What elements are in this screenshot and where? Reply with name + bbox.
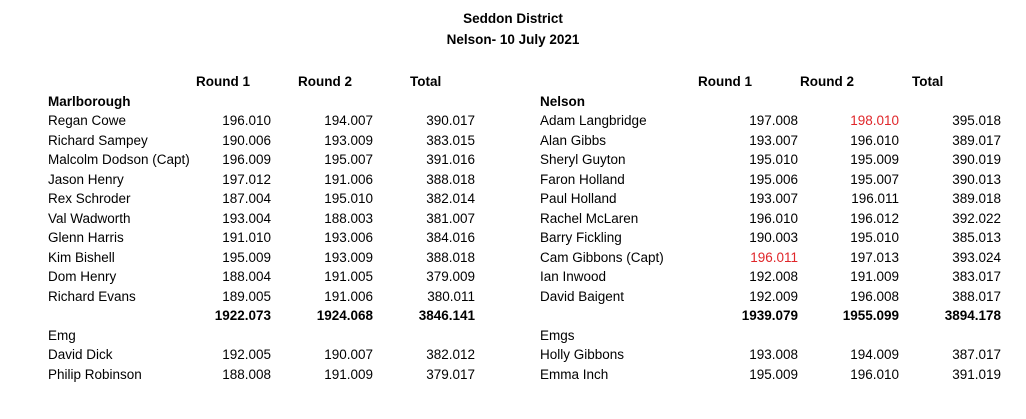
- player-name: Richard Sampey: [48, 132, 148, 148]
- round1-score: 187.004: [222, 191, 271, 206]
- player-name: Regan Cowe: [48, 113, 127, 128]
- total-score: 389.017: [952, 132, 1001, 148]
- round2-score: 196.012: [850, 210, 899, 226]
- team-name-row: [492, 92, 1026, 112]
- player-name: Jason Henry: [48, 171, 124, 187]
- total-header: Total: [912, 74, 944, 89]
- player-name: Kim Bishell: [48, 249, 115, 265]
- round2-score: 190.007: [324, 347, 373, 362]
- round2-score: 195.010: [324, 191, 373, 206]
- round2-score: 198.010: [850, 113, 899, 128]
- round1-score: 188.004: [222, 269, 271, 284]
- player-name: Adam Langbridge: [540, 113, 647, 128]
- total-score: 391.019: [952, 366, 1001, 382]
- total-score: 384.016: [426, 230, 475, 245]
- total-score: 382.012: [426, 347, 475, 362]
- round2-score: 191.006: [324, 288, 373, 304]
- total-score: 390.019: [952, 152, 1001, 167]
- emergencies-label: Emg: [48, 327, 76, 343]
- player-name: Malcolm Dodson (Capt): [48, 152, 190, 167]
- total-score: 390.017: [426, 113, 475, 128]
- round1-score: 197.012: [222, 171, 271, 187]
- round1-score: 192.005: [222, 347, 271, 362]
- player-name: Alan Gibbs: [540, 132, 607, 148]
- player-row: [492, 111, 1026, 131]
- page-title: Seddon District: [463, 11, 563, 26]
- player-row: [492, 150, 1026, 170]
- round2-score: 196.011: [851, 191, 899, 206]
- round2-score: 191.006: [324, 171, 373, 187]
- round2-score: 195.009: [850, 152, 899, 167]
- player-row: [0, 131, 500, 151]
- round1-score: 195.010: [749, 152, 798, 167]
- emergency-row: [0, 365, 500, 385]
- player-name: David Dick: [48, 347, 113, 362]
- player-row: [492, 248, 1026, 268]
- round2-score: 194.009: [850, 347, 899, 362]
- player-row: [0, 209, 500, 229]
- round2-score: 193.006: [324, 230, 373, 245]
- round1-score: 192.008: [749, 269, 798, 284]
- player-row: [0, 228, 500, 248]
- total-score: 379.009: [426, 269, 475, 284]
- player-row: [492, 209, 1026, 229]
- round1-score: 195.006: [749, 171, 798, 187]
- player-name: Paul Holland: [540, 191, 617, 206]
- round1-score: 191.010: [222, 230, 271, 245]
- player-name: David Baigent: [540, 288, 625, 304]
- team-name: Marlborough: [48, 93, 131, 109]
- total-score: 387.017: [952, 347, 1001, 362]
- round2-score: 195.007: [324, 152, 373, 167]
- round1-score: 195.009: [749, 366, 798, 382]
- player-row: [0, 170, 500, 190]
- round2-header: Round 2: [800, 74, 854, 89]
- team-totals-row: [0, 306, 500, 326]
- round1-score: 190.006: [222, 132, 271, 148]
- player-name: Cam Gibbons (Capt): [540, 249, 664, 265]
- total-score: 395.018: [952, 113, 1001, 128]
- round1-score: 190.003: [749, 230, 798, 245]
- round1-score: 193.004: [222, 210, 271, 226]
- total-score: 380.011: [427, 288, 475, 304]
- round2-total: 1924.068: [316, 308, 373, 323]
- total-score: 383.017: [952, 269, 1001, 284]
- round1-score: 192.009: [749, 288, 798, 304]
- emergency-row: [492, 345, 1026, 365]
- round1-score: 196.011: [750, 249, 798, 265]
- player-name: Rachel McLaren: [540, 210, 639, 226]
- total-score: 390.013: [952, 171, 1001, 187]
- round2-score: 196.010: [850, 366, 899, 382]
- emergencies-label-row: [0, 326, 500, 346]
- round1-total: 1922.073: [214, 308, 271, 323]
- round2-score: 195.010: [850, 230, 899, 245]
- round1-score: 196.009: [222, 152, 271, 167]
- team-name: Nelson: [540, 93, 586, 109]
- page-subtitle: Nelson- 10 July 2021: [446, 32, 580, 47]
- column-header-row: [492, 72, 1026, 92]
- round2-score: 195.007: [850, 171, 899, 187]
- total-score: 393.024: [952, 249, 1001, 265]
- round1-score: 196.010: [749, 210, 798, 226]
- column-header-row: [0, 72, 500, 92]
- total-header: Total: [410, 74, 442, 89]
- emergencies-label: Emgs: [540, 327, 575, 343]
- player-row: [0, 287, 500, 307]
- total-score: 383.015: [426, 132, 475, 148]
- player-row: [492, 267, 1026, 287]
- round2-score: 193.009: [324, 249, 373, 265]
- emergencies-label-row: [492, 326, 1026, 346]
- player-name: Dom Henry: [48, 269, 117, 284]
- player-row: [0, 267, 500, 287]
- round1-score: 193.007: [749, 191, 798, 206]
- total-score: 388.018: [426, 171, 475, 187]
- round1-score: 196.010: [222, 113, 271, 128]
- player-name: Philip Robinson: [48, 366, 142, 382]
- player-name: Holly Gibbons: [540, 347, 625, 362]
- total-score: 392.022: [952, 210, 1001, 226]
- total-score: 388.018: [426, 249, 475, 265]
- player-row: [0, 150, 500, 170]
- player-row: [0, 111, 500, 131]
- round2-total: 1955.099: [842, 308, 899, 323]
- round2-score: 191.009: [850, 269, 899, 284]
- player-name: Richard Evans: [48, 288, 136, 304]
- round2-score: 193.009: [324, 132, 373, 148]
- round2-score: 197.013: [850, 249, 899, 265]
- round2-score: 196.010: [850, 132, 899, 148]
- player-name: Rex Schroder: [48, 191, 131, 206]
- round1-score: 188.008: [222, 366, 271, 382]
- total-score: 381.007: [426, 210, 475, 226]
- total-score: 385.013: [952, 230, 1001, 245]
- round1-score: 193.007: [749, 132, 798, 148]
- total-score: 391.016: [426, 152, 475, 167]
- grand-total: 3846.141: [418, 308, 475, 323]
- team-name-row: [0, 92, 500, 112]
- player-row: [492, 228, 1026, 248]
- round2-score: 191.005: [324, 269, 373, 284]
- player-name: Glenn Harris: [48, 230, 124, 245]
- player-row: [492, 189, 1026, 209]
- round1-header: Round 1: [196, 74, 250, 89]
- emergency-row: [0, 345, 500, 365]
- round1-score: 195.009: [222, 249, 271, 265]
- round1-header: Round 1: [698, 74, 752, 89]
- player-row: [0, 248, 500, 268]
- round1-score: 197.008: [749, 113, 798, 128]
- round1-score: 193.008: [749, 347, 798, 362]
- player-name: Barry Fickling: [540, 230, 622, 245]
- round2-score: 194.007: [324, 113, 373, 128]
- player-name: Emma Inch: [540, 366, 609, 382]
- total-score: 389.018: [952, 191, 1001, 206]
- player-row: [492, 170, 1026, 190]
- player-row: [0, 189, 500, 209]
- round2-header: Round 2: [298, 74, 352, 89]
- player-name: Val Wadworth: [48, 210, 131, 226]
- total-score: 379.017: [426, 366, 475, 382]
- emergency-row: [492, 365, 1026, 385]
- round2-score: 196.008: [850, 288, 899, 304]
- round2-score: 191.009: [324, 366, 373, 382]
- grand-total: 3894.178: [944, 308, 1001, 323]
- player-row: [492, 131, 1026, 151]
- round1-score: 189.005: [222, 288, 271, 304]
- round1-total: 1939.079: [741, 308, 798, 323]
- round2-score: 188.003: [324, 210, 373, 226]
- player-name: Sheryl Guyton: [540, 152, 626, 167]
- player-name: Faron Holland: [540, 171, 625, 187]
- team-totals-row: [492, 306, 1026, 326]
- player-row: [492, 287, 1026, 307]
- total-score: 382.014: [426, 191, 475, 206]
- total-score: 388.017: [952, 288, 1001, 304]
- player-name: Ian Inwood: [540, 269, 607, 284]
